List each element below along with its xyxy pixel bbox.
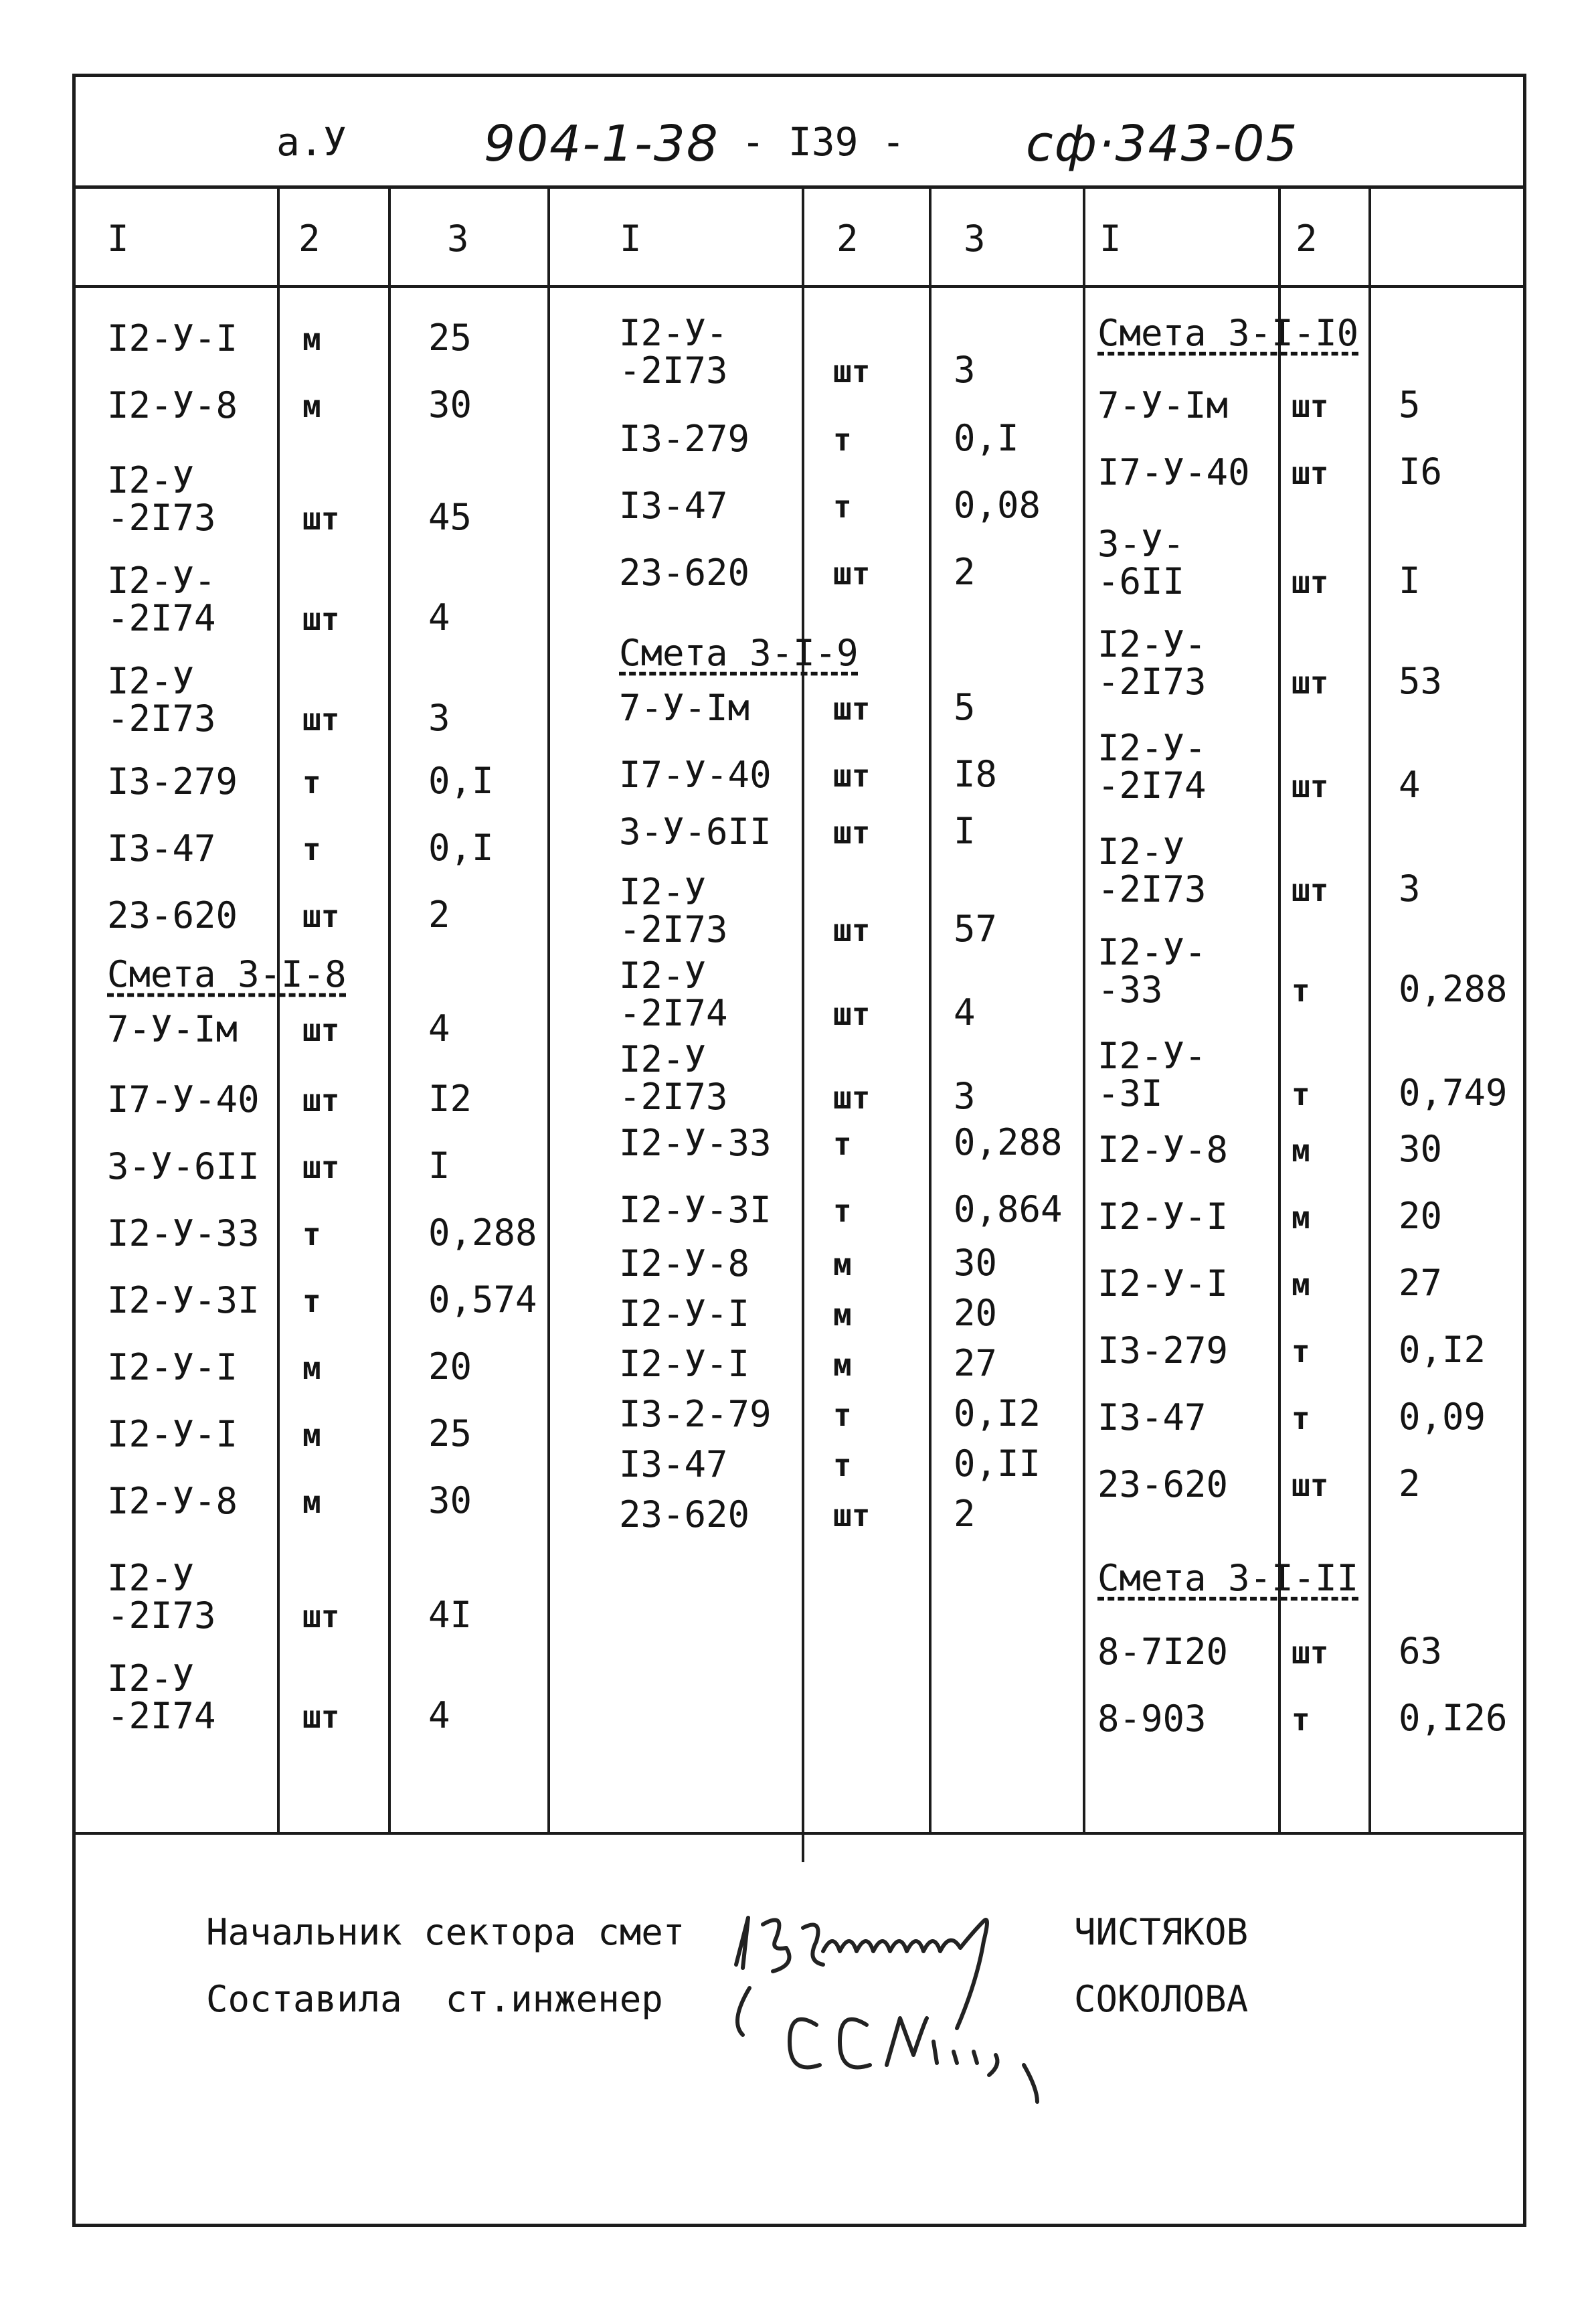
item-unit: м	[302, 1417, 321, 1453]
item-code: I2-У-3I	[619, 1189, 772, 1231]
item-unit: м	[1292, 1266, 1310, 1303]
item-quantity: 4	[428, 1694, 450, 1736]
item-quantity: 0,288	[428, 1212, 537, 1254]
column-header-row	[72, 189, 1526, 288]
item-code: I2-У- -2I74	[107, 560, 216, 639]
item-quantity: 0,II	[954, 1442, 1041, 1485]
item-code: I7-У-40	[107, 1078, 260, 1121]
item-code: I2-У-8	[1097, 1129, 1229, 1171]
item-unit: т	[1292, 973, 1310, 1009]
item-quantity: 0,I	[428, 827, 494, 869]
item-quantity: 3	[1399, 868, 1421, 910]
item-code: I3-279	[619, 418, 750, 460]
item-unit: шт	[833, 815, 871, 851]
item-code: I2-У-8	[107, 1480, 238, 1522]
item-quantity: 5	[954, 686, 976, 728]
item-quantity: 25	[428, 317, 472, 359]
item-code: I2-У -2I73	[107, 459, 216, 539]
item-quantity: 30	[1399, 1128, 1443, 1170]
item-unit: шт	[833, 556, 871, 592]
item-code: 23-620	[107, 894, 238, 936]
item-code: I7-У-40	[1097, 451, 1250, 493]
item-quantity: 3	[954, 1075, 976, 1117]
item-unit: м	[1292, 1200, 1310, 1236]
item-quantity: 30	[954, 1242, 998, 1284]
item-code: I2-У -2I73	[619, 871, 728, 951]
column-header: 3	[964, 218, 986, 260]
table-bottom-rule	[72, 1832, 1526, 1835]
header-series: 904-1-38	[484, 115, 719, 173]
item-unit: м	[1292, 1133, 1310, 1169]
item-code: I2-У -2I73	[1097, 831, 1207, 910]
item-quantity: 30	[428, 1479, 472, 1521]
item-quantity: I	[954, 810, 976, 852]
item-code: 23-620	[619, 1493, 750, 1536]
item-unit: м	[302, 1484, 321, 1520]
item-quantity: 0,749	[1399, 1072, 1508, 1114]
item-unit: шт	[1292, 1635, 1329, 1671]
item-unit: шт	[833, 353, 871, 390]
item-quantity: 2	[954, 551, 976, 593]
item-quantity: 5	[1399, 384, 1421, 426]
item-code: I2-У-I	[107, 317, 238, 359]
item-unit: шт	[302, 702, 340, 738]
item-unit: шт	[302, 898, 340, 934]
header-au-label: а.У	[276, 119, 347, 165]
item-quantity: 3	[428, 697, 450, 739]
item-code: I2-У-3I	[107, 1279, 260, 1321]
header-strip	[72, 74, 1526, 189]
item-code: I2-У-8	[107, 384, 238, 426]
column-divider	[1368, 189, 1371, 1832]
item-unit: шт	[1292, 768, 1329, 805]
column-header: 2	[1296, 218, 1318, 260]
item-unit: шт	[1292, 665, 1329, 701]
item-code: 8-903	[1097, 1698, 1207, 1740]
item-unit: шт	[1292, 388, 1329, 424]
column-divider	[1083, 189, 1085, 1832]
item-code: 3-У-6II	[107, 1145, 260, 1187]
item-code: I3-47	[619, 485, 728, 527]
item-quantity: 2	[954, 1493, 976, 1535]
item-code: I2-У- -2I73	[619, 312, 728, 392]
item-quantity: 0,I	[428, 760, 494, 802]
header-page-number: - I39 -	[741, 119, 905, 165]
item-code: I2-У -2I73	[619, 1038, 728, 1118]
item-code: 23-620	[619, 552, 750, 594]
item-quantity: 0,864	[954, 1188, 1063, 1230]
item-quantity: 4	[428, 1007, 450, 1050]
header-code: сф·343-05	[1026, 115, 1299, 173]
item-quantity: 20	[428, 1345, 472, 1388]
handwritten-signature	[723, 1888, 1071, 2109]
column-header: 2	[836, 218, 859, 260]
item-code: I2-У -2I73	[107, 1557, 216, 1637]
item-unit: м	[833, 1246, 852, 1283]
item-quantity: 2	[428, 894, 450, 936]
item-quantity: 63	[1399, 1630, 1443, 1672]
item-quantity: 0,I2	[1399, 1329, 1486, 1371]
item-code: I3-279	[1097, 1329, 1229, 1372]
column-divider	[802, 189, 804, 1862]
item-quantity: 0,I2	[954, 1392, 1041, 1434]
section-heading: Смета 3-I-II	[1097, 1557, 1359, 1599]
column-divider	[388, 189, 391, 1832]
item-unit: шт	[833, 758, 871, 794]
item-code: I2-У-33	[107, 1212, 260, 1254]
item-quantity: 0,288	[954, 1121, 1063, 1163]
item-unit: м	[833, 1347, 852, 1383]
item-unit: т	[302, 764, 321, 801]
item-code: I2-У-33	[619, 1122, 772, 1164]
item-code: I2-У-I	[619, 1293, 750, 1335]
column-header: I	[107, 218, 129, 260]
item-unit: т	[302, 1283, 321, 1319]
item-unit: т	[1292, 1333, 1310, 1370]
item-quantity: I8	[954, 753, 998, 795]
column-header: I	[620, 218, 642, 260]
item-quantity: 57	[954, 908, 998, 950]
item-code: 7-У-Iм	[1097, 384, 1229, 426]
item-code: I7-У-40	[619, 754, 772, 796]
item-unit: шт	[302, 601, 340, 637]
item-quantity: 3	[954, 349, 976, 391]
item-unit: шт	[302, 1598, 340, 1635]
item-unit: шт	[833, 996, 871, 1032]
item-code: I2-У-8	[619, 1242, 750, 1285]
item-quantity: 27	[1399, 1262, 1443, 1304]
section-heading: Смета 3-I-9	[619, 632, 859, 674]
item-code: 23-620	[1097, 1463, 1229, 1505]
item-unit: т	[302, 1216, 321, 1252]
item-code: I2-У-I	[107, 1346, 238, 1388]
item-quantity: 2	[1399, 1463, 1421, 1505]
footer-name-1: ЧИСТЯКОВ	[1074, 1911, 1249, 1953]
item-unit: м	[302, 321, 321, 357]
item-code: I3-47	[107, 827, 216, 870]
item-unit: т	[1292, 1702, 1310, 1738]
column-header: 2	[298, 218, 321, 260]
item-unit: шт	[302, 501, 340, 537]
item-unit: т	[833, 1397, 852, 1433]
item-code: I3-2-79	[619, 1393, 772, 1435]
item-quantity: I2	[428, 1078, 472, 1120]
item-unit: т	[833, 489, 852, 525]
item-quantity: 4	[1399, 764, 1421, 806]
item-unit: шт	[833, 1497, 871, 1534]
item-unit: т	[1292, 1400, 1310, 1436]
item-unit: м	[833, 1297, 852, 1333]
item-quantity: I	[428, 1145, 450, 1187]
section-heading: Смета 3-I-I0	[1097, 312, 1359, 354]
item-unit: м	[302, 1350, 321, 1386]
footer-name-2: СОКОЛОВА	[1074, 1978, 1249, 2020]
item-code: I2-У-I	[619, 1343, 750, 1385]
item-quantity: 4I	[428, 1594, 472, 1636]
item-quantity: 0,08	[954, 484, 1041, 526]
item-quantity: 0,I	[954, 417, 1019, 459]
section-heading: Смета 3-I-8	[107, 953, 347, 995]
item-code: I2-У-I	[1097, 1262, 1229, 1305]
footer-role-1: Начальник сектора смет	[206, 1911, 685, 1953]
item-code: I2-У-I	[1097, 1196, 1229, 1238]
item-code: I2-У -2I74	[619, 955, 728, 1034]
item-quantity: 4	[954, 991, 976, 1034]
item-unit: шт	[1292, 872, 1329, 908]
item-code: I2-У-I	[107, 1413, 238, 1455]
item-quantity: 27	[954, 1342, 998, 1384]
item-unit: т	[833, 422, 852, 458]
item-quantity: 0,09	[1399, 1396, 1486, 1438]
item-quantity: 20	[954, 1292, 998, 1334]
item-code: I2-У- -2I74	[1097, 727, 1207, 807]
item-quantity: 45	[428, 496, 472, 538]
item-unit: шт	[302, 1699, 340, 1735]
item-code: 7-У-Iм	[107, 1008, 238, 1050]
item-quantity: 4	[428, 596, 450, 639]
item-quantity: 25	[428, 1412, 472, 1455]
item-unit: т	[302, 831, 321, 868]
item-unit: шт	[302, 1082, 340, 1119]
item-code: I2-У- -3I	[1097, 1035, 1207, 1115]
column-header: 3	[447, 218, 469, 260]
column-divider	[929, 189, 932, 1832]
item-unit: шт	[302, 1012, 340, 1048]
item-unit: т	[833, 1126, 852, 1162]
item-quantity: 0,I26	[1399, 1697, 1508, 1739]
item-code: 3-У- -6II	[1097, 523, 1185, 602]
item-quantity: 0,574	[428, 1279, 537, 1321]
item-quantity: I	[1399, 560, 1421, 602]
item-unit: т	[1292, 1076, 1310, 1112]
item-quantity: 30	[428, 384, 472, 426]
item-code: I2-У- -33	[1097, 931, 1207, 1011]
column-divider	[277, 189, 280, 1832]
item-code: I3-47	[1097, 1396, 1207, 1438]
item-code: 8-7I20	[1097, 1631, 1229, 1673]
item-code: I2-У -2I74	[107, 1657, 216, 1737]
item-code: 3-У-6II	[619, 811, 772, 853]
item-unit: м	[302, 388, 321, 424]
item-code: 7-У-Iм	[619, 687, 750, 729]
item-quantity: I6	[1399, 450, 1443, 493]
item-unit: т	[833, 1193, 852, 1229]
item-unit: шт	[302, 1149, 340, 1185]
item-code: I2-У -2I73	[107, 660, 216, 740]
item-unit: шт	[833, 691, 871, 727]
column-header: I	[1099, 218, 1122, 260]
item-unit: шт	[1292, 1467, 1329, 1503]
item-quantity: 53	[1399, 660, 1443, 702]
item-unit: шт	[833, 1080, 871, 1116]
column-divider	[547, 189, 550, 1832]
item-unit: шт	[1292, 564, 1329, 600]
item-code: I2-У- -2I73	[1097, 623, 1207, 703]
item-quantity: 20	[1399, 1195, 1443, 1237]
footer-role-2: Составила ст.инженер	[206, 1978, 663, 2020]
item-unit: шт	[833, 912, 871, 949]
item-unit: шт	[1292, 455, 1329, 491]
item-quantity: 0,288	[1399, 968, 1508, 1010]
item-code: I3-279	[107, 760, 238, 803]
item-unit: т	[833, 1447, 852, 1483]
item-code: I3-47	[619, 1443, 728, 1485]
